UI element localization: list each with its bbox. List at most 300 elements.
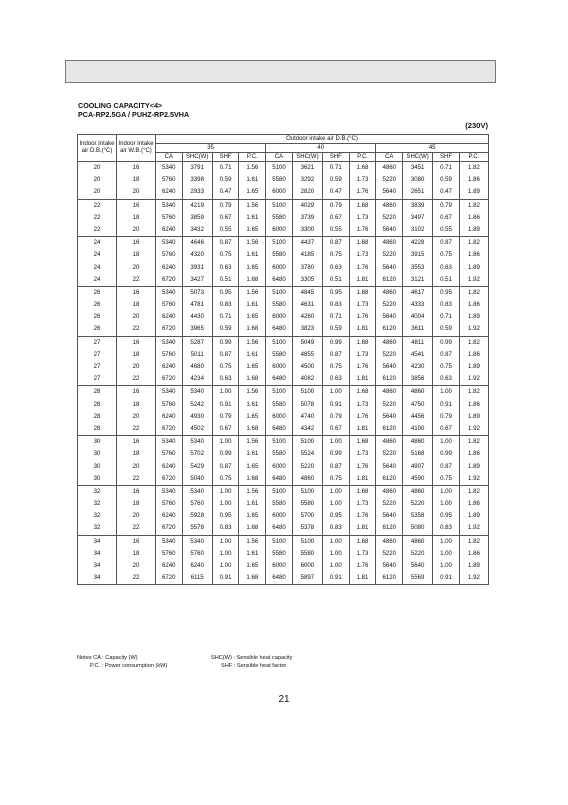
table-cell: 6000 [266, 361, 293, 373]
table-cell: 0.91 [433, 399, 460, 411]
table-cell: 1.73 [349, 399, 376, 411]
table-cell: 5340 [182, 386, 212, 399]
table-cell: 22 [116, 522, 155, 535]
table-cell: 5078 [292, 399, 322, 411]
table-cell: 34 [78, 560, 117, 572]
table-cell: 4004 [403, 311, 433, 323]
table-cell: 0.79 [433, 199, 460, 212]
table-cell: 1.68 [239, 323, 266, 336]
table-cell: 1.61 [239, 448, 266, 460]
table-cell: 32 [78, 522, 117, 535]
table-cell: 5220 [376, 548, 403, 560]
table-cell: 0.59 [212, 323, 239, 336]
notes-left [77, 655, 167, 670]
table-cell: 5220 [376, 349, 403, 361]
table-cell: 6480 [266, 572, 293, 585]
table-cell: 1.89 [459, 461, 488, 473]
table-cell: 5580 [292, 548, 322, 560]
table-cell: 1.92 [459, 572, 488, 585]
table-cell: 1.56 [239, 485, 266, 498]
table-cell: 1.00 [212, 386, 239, 399]
table-cell: 1.00 [322, 386, 349, 399]
table-cell: 18 [116, 548, 155, 560]
table-cell: 4930 [182, 411, 212, 423]
table-cell: 4750 [403, 399, 433, 411]
table-cell: 6720 [155, 572, 182, 585]
table-cell: 4437 [292, 237, 322, 250]
table-row [78, 510, 489, 522]
table-cell: 1.68 [239, 473, 266, 486]
table-cell: 4860 [376, 535, 403, 548]
table-cell: 0.63 [212, 262, 239, 274]
note-ca: Notes CA : Capacity (W) [77, 655, 138, 661]
cooling-capacity-table [77, 134, 489, 585]
table-cell: 5760 [155, 212, 182, 224]
table-cell: 20 [116, 461, 155, 473]
table-cell: 6000 [266, 560, 293, 572]
table-cell: 0.95 [322, 510, 349, 522]
table-cell: 5100 [266, 199, 293, 212]
table-row [78, 386, 489, 399]
table-cell: 4456 [403, 411, 433, 423]
table-cell: 3427 [182, 274, 212, 287]
table-cell: 4502 [182, 423, 212, 436]
table-cell: 22 [116, 473, 155, 486]
table-cell: 1.00 [433, 535, 460, 548]
table-cell: 5524 [292, 448, 322, 460]
table-cell: 2933 [182, 186, 212, 199]
table-cell: 26 [78, 311, 117, 323]
table-cell: 6720 [155, 323, 182, 336]
table-cell: 1.00 [322, 436, 349, 449]
table-cell: 0.67 [322, 212, 349, 224]
table-cell: 1.73 [349, 249, 376, 261]
table-cell: 6480 [266, 274, 293, 287]
table-cell: 1.92 [459, 323, 488, 336]
table-cell: 5220 [376, 448, 403, 460]
table-cell: 5340 [155, 535, 182, 548]
table-cell: 5760 [155, 399, 182, 411]
table-cell: 0.87 [322, 461, 349, 473]
table-cell: 5100 [266, 436, 293, 449]
table-cell: 5100 [266, 535, 293, 548]
table-cell: 3823 [292, 323, 322, 336]
table-cell: 5340 [182, 485, 212, 498]
table-cell: 1.68 [349, 286, 376, 299]
table-cell: 1.56 [239, 199, 266, 212]
table-cell: 6115 [182, 572, 212, 585]
table-cell: 5340 [155, 485, 182, 498]
table-cell: 16 [116, 436, 155, 449]
table-cell: 6000 [266, 411, 293, 423]
table-cell: 5220 [376, 249, 403, 261]
table-cell: 1.56 [239, 336, 266, 349]
table-cell: 18 [116, 299, 155, 311]
table-cell: 0.99 [322, 336, 349, 349]
table-cell: 5340 [155, 162, 182, 175]
table-row [78, 461, 489, 473]
table-row [78, 411, 489, 423]
table-cell: 3611 [403, 323, 433, 336]
table-cell: 4855 [292, 349, 322, 361]
table-cell: 0.79 [322, 411, 349, 423]
table-cell: 6120 [376, 274, 403, 287]
table-cell: 4811 [403, 336, 433, 349]
table-cell: 1.00 [212, 498, 239, 510]
table-cell: 6720 [155, 522, 182, 535]
table-cell: 6480 [266, 323, 293, 336]
table-cell: 1.00 [322, 560, 349, 572]
table-cell: 5358 [403, 510, 433, 522]
table-cell: 5580 [292, 498, 322, 510]
table-cell: 0.83 [433, 299, 460, 311]
table-cell: 5702 [182, 448, 212, 460]
table-cell: 6120 [376, 423, 403, 436]
table-row [78, 174, 489, 186]
table-cell: 4500 [292, 361, 322, 373]
table-cell: 1.82 [459, 535, 488, 548]
table-cell: 0.87 [212, 461, 239, 473]
table-cell: 5578 [182, 522, 212, 535]
table-row [78, 286, 489, 299]
table-cell: 1.65 [239, 224, 266, 237]
table-row [78, 162, 489, 175]
table-cell: 1.73 [349, 448, 376, 460]
subheader-cell: CA [266, 153, 293, 162]
table-cell: 1.73 [349, 212, 376, 224]
table-cell: 1.82 [459, 336, 488, 349]
table-cell: 0.75 [322, 361, 349, 373]
table-row [78, 485, 489, 498]
table-cell: 6000 [266, 186, 293, 199]
table-cell: 6000 [292, 560, 322, 572]
table-cell: 0.83 [212, 522, 239, 535]
table-cell: 0.75 [212, 361, 239, 373]
table-cell: 1.86 [459, 174, 488, 186]
table-cell: 1.89 [459, 361, 488, 373]
table-cell: 1.86 [459, 249, 488, 261]
table-cell: 4845 [292, 286, 322, 299]
table-cell: 1.86 [459, 448, 488, 460]
table-cell: 30 [78, 473, 117, 486]
table-cell: 1.81 [349, 323, 376, 336]
table-cell: 1.56 [239, 162, 266, 175]
table-cell: 5100 [292, 386, 322, 399]
table-cell: 1.82 [459, 286, 488, 299]
table-cell: 0.59 [433, 323, 460, 336]
table-cell: 4219 [182, 199, 212, 212]
table-cell: 5580 [266, 548, 293, 560]
table-cell: 32 [78, 498, 117, 510]
table-row [78, 262, 489, 274]
table-cell: 20 [116, 311, 155, 323]
subheader-cell: SHF [433, 153, 460, 162]
title-line-1: COOLING CAPACITY<4> [78, 101, 163, 110]
table-cell: 1.81 [349, 373, 376, 386]
table-cell: 20 [116, 361, 155, 373]
table-row [78, 522, 489, 535]
table-cell: 5429 [182, 461, 212, 473]
table-cell: 0.75 [433, 473, 460, 486]
table-cell: 1.65 [239, 510, 266, 522]
table-cell: 3398 [182, 174, 212, 186]
table-cell: 5580 [266, 299, 293, 311]
table-row [78, 548, 489, 560]
table-cell: 3859 [182, 212, 212, 224]
table-cell: 6000 [266, 262, 293, 274]
table-cell: 1.68 [239, 423, 266, 436]
table-cell: 4230 [403, 361, 433, 373]
table-cell: 6000 [266, 461, 293, 473]
table-cell: 4680 [182, 361, 212, 373]
table-cell: 1.89 [459, 510, 488, 522]
table-cell: 18 [116, 498, 155, 510]
table-cell: 1.65 [239, 262, 266, 274]
table-cell: 5340 [155, 199, 182, 212]
table-cell: 1.65 [239, 311, 266, 323]
table-cell: 3965 [182, 323, 212, 336]
table-cell: 6000 [266, 224, 293, 237]
table-cell: 0.63 [212, 373, 239, 386]
table-cell: 5340 [155, 386, 182, 399]
table-cell: 4860 [376, 162, 403, 175]
table-cell: 6120 [376, 572, 403, 585]
table-cell: 0.59 [433, 174, 460, 186]
table-cell: 22 [116, 423, 155, 436]
subheader-cell: SHC(W) [292, 153, 322, 162]
table-cell: 1.76 [349, 311, 376, 323]
table-row [78, 373, 489, 386]
table-cell: 34 [78, 572, 117, 585]
table-cell: 1.76 [349, 186, 376, 199]
table-cell: 1.00 [433, 386, 460, 399]
table-cell: 1.65 [239, 186, 266, 199]
table-row [78, 323, 489, 336]
table-cell: 0.91 [212, 572, 239, 585]
table-cell: 16 [116, 535, 155, 548]
table-cell: 30 [78, 436, 117, 449]
table-cell: 16 [116, 237, 155, 250]
title-line-2: PCA-RP2.5GA / PUHZ-RP2.5VHA [78, 110, 190, 119]
table-cell: 5760 [155, 498, 182, 510]
table-row [78, 349, 489, 361]
table-cell: 3497 [403, 212, 433, 224]
table-cell: 1.56 [239, 436, 266, 449]
table-cell: 4860 [292, 473, 322, 486]
table-cell: 5640 [376, 186, 403, 199]
table-cell: 5080 [403, 522, 433, 535]
table-cell: 0.47 [322, 186, 349, 199]
table-cell: 5640 [376, 361, 403, 373]
table-row [78, 448, 489, 460]
table-cell: 0.71 [212, 311, 239, 323]
table-cell: 4234 [182, 373, 212, 386]
table-cell: 0.55 [322, 224, 349, 237]
table-cell: 24 [78, 237, 117, 250]
table-cell: 1.86 [459, 498, 488, 510]
table-cell: 30 [78, 448, 117, 460]
table-cell: 4590 [403, 473, 433, 486]
table-cell: 6480 [266, 373, 293, 386]
table-cell: 6240 [155, 411, 182, 423]
table-cell: 0.51 [433, 274, 460, 287]
table-cell: 1.81 [349, 274, 376, 287]
table-cell: 0.83 [322, 299, 349, 311]
table-cell: 5100 [292, 436, 322, 449]
note-shc: SHC(W) : Sensible heat capacity [211, 655, 293, 661]
table-cell: 1.86 [459, 299, 488, 311]
table-cell: 4646 [182, 237, 212, 250]
header-indoor-db: Indoor Intake air D.B.(°C) [78, 135, 117, 162]
table-cell: 22 [78, 199, 117, 212]
table-cell: 1.68 [349, 436, 376, 449]
table-cell: 4907 [403, 461, 433, 473]
table-row [78, 249, 489, 261]
subheader-cell: P.C. [349, 153, 376, 162]
table-cell: 34 [78, 548, 117, 560]
table-cell: 4860 [403, 535, 433, 548]
table-cell: 3432 [182, 224, 212, 237]
table-cell: 6240 [155, 510, 182, 522]
table-cell: 5640 [376, 411, 403, 423]
table-cell: 5073 [182, 286, 212, 299]
table-cell: 20 [116, 262, 155, 274]
table-cell: 1.92 [459, 522, 488, 535]
table-cell: 5760 [155, 349, 182, 361]
table-cell: 24 [78, 262, 117, 274]
table-cell: 0.87 [433, 349, 460, 361]
subheader-cell: P.C. [239, 153, 266, 162]
table-cell: 5220 [403, 498, 433, 510]
table-row [78, 361, 489, 373]
table-cell: 5928 [182, 510, 212, 522]
table-cell: 1.68 [349, 535, 376, 548]
table-cell: 0.87 [433, 237, 460, 250]
table-cell: 6720 [155, 473, 182, 486]
table-cell: 1.81 [349, 473, 376, 486]
table-cell: 16 [116, 485, 155, 498]
table-cell: 5580 [266, 349, 293, 361]
table-cell: 1.81 [349, 522, 376, 535]
table-cell: 18 [116, 212, 155, 224]
table-cell: 6120 [376, 473, 403, 486]
table-cell: 28 [78, 423, 117, 436]
table-cell: 6720 [155, 274, 182, 287]
table-cell: 0.55 [212, 224, 239, 237]
table-cell: 1.73 [349, 349, 376, 361]
table-cell: 1.00 [433, 436, 460, 449]
table-cell: 0.95 [433, 286, 460, 299]
table-cell: 6240 [155, 224, 182, 237]
table-cell: 3553 [403, 262, 433, 274]
table-row [78, 473, 489, 486]
table-cell: 0.99 [212, 448, 239, 460]
table-cell: 1.61 [239, 174, 266, 186]
table-cell: 5049 [292, 336, 322, 349]
voltage-label: (230V) [465, 121, 488, 130]
table-cell: 20 [116, 186, 155, 199]
table-cell: 0.83 [212, 299, 239, 311]
table-cell: 0.71 [212, 162, 239, 175]
table-cell: 3300 [292, 224, 322, 237]
table-cell: 0.75 [433, 249, 460, 261]
table-cell: 3080 [403, 174, 433, 186]
table-cell: 2651 [403, 186, 433, 199]
subheader-cell: SHC(W) [403, 153, 433, 162]
table-cell: 0.91 [322, 399, 349, 411]
table-row [78, 560, 489, 572]
table-cell: 1.86 [459, 548, 488, 560]
table-cell: 1.76 [349, 411, 376, 423]
table-row [78, 311, 489, 323]
table-cell: 1.76 [349, 461, 376, 473]
table-row [78, 399, 489, 411]
table-cell: 2820 [292, 186, 322, 199]
table-cell: 3915 [403, 249, 433, 261]
table-cell: 1.76 [349, 224, 376, 237]
header-outdoor-temp: 35 [155, 144, 265, 153]
table-cell: 18 [116, 448, 155, 460]
table-cell: 0.91 [322, 572, 349, 585]
table-cell: 5897 [292, 572, 322, 585]
table-cell: 1.68 [349, 199, 376, 212]
table-cell: 5220 [376, 498, 403, 510]
table-cell: 5220 [403, 548, 433, 560]
table-cell: 16 [116, 386, 155, 399]
table-cell: 20 [116, 411, 155, 423]
table-cell: 1.81 [349, 572, 376, 585]
table-cell: 28 [78, 386, 117, 399]
table-cell: 1.86 [459, 212, 488, 224]
table-cell: 6240 [155, 262, 182, 274]
table-cell: 18 [116, 174, 155, 186]
table-cell: 0.67 [433, 423, 460, 436]
table-cell: 1.61 [239, 299, 266, 311]
table-cell: 5580 [266, 448, 293, 460]
table-cell: 1.68 [349, 336, 376, 349]
table-cell: 0.67 [433, 212, 460, 224]
table-cell: 0.63 [433, 373, 460, 386]
table-cell: 0.95 [433, 510, 460, 522]
table-cell: 1.65 [239, 411, 266, 423]
table-cell: 6240 [155, 311, 182, 323]
table-cell: 3791 [182, 162, 212, 175]
table-cell: 22 [116, 274, 155, 287]
table-cell: 5640 [376, 262, 403, 274]
table-cell: 5580 [266, 249, 293, 261]
table-cell: 5242 [182, 399, 212, 411]
table-cell: 1.00 [212, 535, 239, 548]
table-cell: 1.00 [322, 485, 349, 498]
table-cell: 5011 [182, 349, 212, 361]
table-cell: 22 [78, 224, 117, 237]
table-cell: 4860 [376, 286, 403, 299]
table-cell: 1.00 [433, 485, 460, 498]
table-body [78, 162, 489, 585]
table-cell: 5100 [292, 485, 322, 498]
table-row [78, 336, 489, 349]
table-cell: 1.82 [459, 436, 488, 449]
table-cell: 1.61 [239, 249, 266, 261]
table-cell: 5040 [182, 473, 212, 486]
table-cell: 5580 [266, 498, 293, 510]
table-cell: 0.55 [433, 224, 460, 237]
table-cell: 5640 [376, 510, 403, 522]
table-cell: 5340 [155, 286, 182, 299]
table-cell: 4860 [376, 436, 403, 449]
table-cell: 0.63 [322, 262, 349, 274]
table-cell: 0.79 [212, 411, 239, 423]
